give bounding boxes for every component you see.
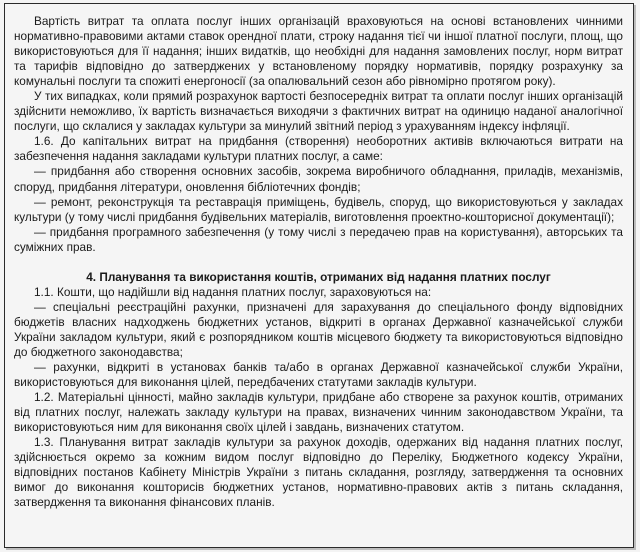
paragraph-expense-planning: 1.3. Планування витрат закладів культури за рахунок доходів, одержаних від надання платних послуг, здійснюється окремо за кожним видом послуг відповідно до Переліку, Бюджетного кодексу України, відповідних постанов Кабінету Міністрів України з питань складання, розгляду, затвердження та основних вимог до виконання кошторисів бюджетних установ, нормативно-правових актів з питань складання, затвердження та виконання фінансових планів. <box>14 435 623 510</box>
document-frame <box>4 3 634 548</box>
list-item-special-accounts: — спеціальні реєстраційні рахунки, призначені для зарахування до спеціального фонду відповідних бюджетів власних надходжень бюджетних установ, відкриті в органах Державної казначейської служби України закладом культури, який є розпорядником коштів місцевого бюджету та використовуються відповідно до бюджетного законодавства; <box>14 299 623 359</box>
list-item-fixed-assets: — придбання або створення основних засобів, зокрема виробничого обладнання, приладів, механізмів, споруд, придбання літератури, оновлення бібліотечних фондів; <box>14 164 623 194</box>
list-item-repair: — ремонт, реконструкція та реставрація приміщень, будівель, споруд, що використовуються у закладах культури (у тому числі придбання будівельних матеріалів, виготовлення проектно-кошторисної документації); <box>14 194 623 224</box>
paragraph-funds-credited: 1.1. Кошти, що надійшли від надання платних послуг, зараховуються на: <box>34 284 432 299</box>
section-title: 4. Планування та використання коштів, отриманих від надання платних послуг <box>86 269 551 284</box>
paragraph-material-assets: 1.2. Матеріальні цінності, майно закладів культури, придбане або створене за рахунок коштів, отриманих від платних послуг, належать закладу культури на правах, визначених чинним законодавством України, та використовуються ним для виконання своїх цілей і завдань, визначених статутом. <box>14 390 623 435</box>
list-item-software: — придбання програмного забезпечення (у тому числі з передачею прав на користування), авторських та суміжних прав. <box>14 224 623 254</box>
document-body <box>5 4 633 510</box>
paragraph-actual-costs: У тих випадках, коли прямий розрахунок вартості безпосередніх витрат та оплати послуг інших організацій здійснити неможливо, їх вартість визначається виходячи з фактичних витрат на одиницю наданої аналогічної послуги, що склалися у закладах культури за минулий звітний період з урахуванням індексу інфляції. <box>14 89 623 134</box>
paragraph-capital-expenses: 1.6. До капітальних витрат на придбання (створення) необоротних активів включаються витрати на забезпечення надання закладами культури платних послуг, а саме: <box>14 134 623 164</box>
list-item-bank-accounts: — рахунки, відкриті в установах банків та/або в органах Державної казначейської служби України, використовуються для виконання цілей, передбачених статутами закладів культури. <box>14 359 623 390</box>
paragraph-cost-of-services: Вартість витрат та оплата послуг інших організацій враховуються на основі встановлених чинними нормативно-правовими актами ставок орендної плати, строку надання тієї чи іншої платної послуги, площ, що використовуються для її надання; інших видатків, що необхідні для надання замовлених послуг, норм витрат та тарифів відповідно до затверджених у встановленому порядку нормативів, порядку розрахунку за комунальні послуги та спожиті енергоносії (за опалювальний сезон або рівномірно протягом року). <box>14 14 623 89</box>
